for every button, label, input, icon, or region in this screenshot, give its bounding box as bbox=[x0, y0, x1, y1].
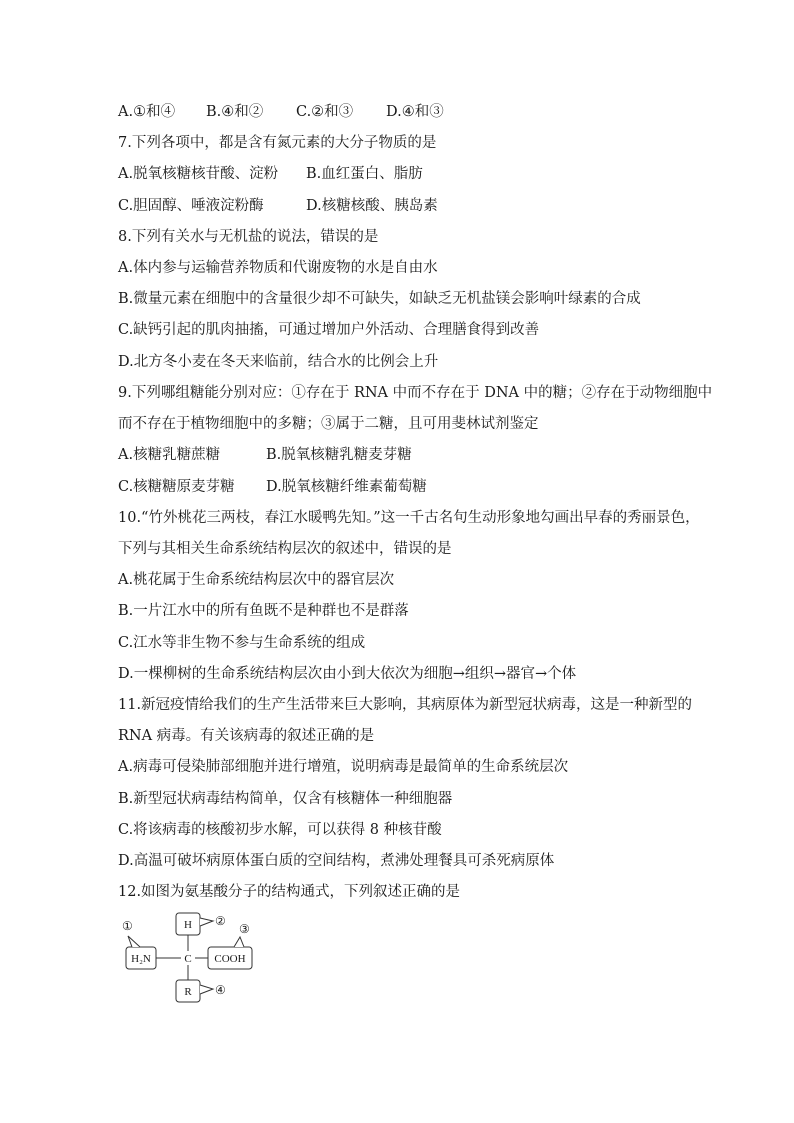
q6-option-a: A.①和④ bbox=[118, 104, 176, 120]
callout-4-label: ④ bbox=[215, 983, 226, 997]
hydrogen-label: H bbox=[184, 919, 192, 931]
q8-option-d: D.北方冬小麦在冬天来临前，结合水的比例会上升 bbox=[118, 354, 439, 370]
q10-option-a: A.桃花属于生命系统结构层次中的器官层次 bbox=[118, 572, 395, 588]
q10-option-c: C.江水等非生物不参与生命系统的组成 bbox=[118, 635, 366, 651]
q6-option-c: C.②和③ bbox=[296, 104, 354, 120]
q7-stem: 7.下列各项中，都是含有氮元素的大分子物质的是 bbox=[118, 135, 437, 151]
q6-option-b: B.④和② bbox=[206, 104, 264, 120]
q11-stem-line1: 11.新冠疫情给我们的生产生活带来巨大影响，其病原体为新型冠状病毒，这是一种新型的 bbox=[118, 697, 693, 713]
q7-options-row2 bbox=[118, 196, 438, 216]
q11-option-d: D.高温可破坏病原体蛋白质的空间结构，煮沸处理餐具可杀死病原体 bbox=[118, 853, 555, 869]
q9-stem-line1: 9.下列哪组糖能分别对应：①存在于 RNA 中而不存在于 DNA 中的糖；②存在于动物细胞中 bbox=[118, 385, 713, 401]
q11-option-c: C.将该病毒的核酸初步水解，可以获得 8 种核苷酸 bbox=[118, 822, 442, 838]
amino-acid-structure-diagram bbox=[118, 908, 263, 1008]
q7-option-c: C.胆固醇、唾液淀粉酶 bbox=[118, 198, 264, 214]
q9-options-row2 bbox=[118, 477, 427, 497]
q7-option-b: B.血红蛋白、脂肪 bbox=[306, 166, 423, 182]
amino-group bbox=[122, 919, 156, 969]
q9-stem-line2: 而不存在于植物细胞中的多糖；③属于二糖，且可用斐林试剂鉴定 bbox=[118, 416, 539, 432]
hydrogen-group bbox=[176, 913, 226, 935]
q8-stem: 8.下列有关水与无机盐的说法，错误的是 bbox=[118, 229, 379, 245]
q11-option-a: A.病毒可侵染肺部细胞并进行增殖，说明病毒是最简单的生命系统层次 bbox=[118, 759, 569, 775]
q10-option-d: D.一棵柳树的生命系统结构层次由小到大依次为细胞→组织→器官→个体 bbox=[118, 666, 577, 682]
q11-stem-line2: RNA 病毒。有关该病毒的叙述正确的是 bbox=[118, 728, 375, 744]
q9-options-row1 bbox=[118, 445, 412, 465]
q9-option-d: D.脱氧核糖纤维素葡萄糖 bbox=[266, 479, 427, 495]
q8-option-c: C.缺钙引起的肌肉抽搐，可通过增加户外活动、合理膳食得到改善 bbox=[118, 322, 540, 338]
r-group bbox=[176, 980, 226, 1002]
r-group-label: R bbox=[184, 986, 192, 998]
q9-option-b: B.脱氧核糖乳糖麦芽糖 bbox=[266, 447, 412, 463]
q10-stem-line2: 下列与其相关生命系统结构层次的叙述中，错误的是 bbox=[118, 541, 452, 557]
callout-1-label: ① bbox=[122, 919, 133, 933]
q6-options bbox=[118, 102, 444, 122]
q12-stem: 12.如图为氨基酸分子的结构通式，下列叙述正确的是 bbox=[118, 884, 461, 900]
q9-option-a: A.核糖乳糖蔗糖 bbox=[118, 447, 221, 463]
q8-option-b: B.微量元素在细胞中的含量很少却不可缺失，如缺乏无机盐镁会影响叶绿素的合成 bbox=[118, 291, 641, 307]
amino-group-label: H₂N bbox=[131, 953, 151, 965]
q9-option-c: C.核糖糖原麦芽糖 bbox=[118, 479, 235, 495]
q10-option-b: B.一片江水中的所有鱼既不是种群也不是群落 bbox=[118, 603, 409, 619]
callout-3-label: ③ bbox=[239, 922, 250, 936]
callout-2-label: ② bbox=[215, 914, 226, 928]
q8-option-a: A.体内参与运输营养物质和代谢废物的水是自由水 bbox=[118, 260, 438, 276]
q7-options-row1 bbox=[118, 164, 423, 184]
q10-stem-line1: 10.“竹外桃花三两枝，春江水暖鸭先知。”这一千古名句生动形象地勾画出早春的秀丽景色， bbox=[118, 510, 700, 526]
central-carbon-label: C bbox=[184, 953, 192, 965]
carboxyl-group bbox=[208, 922, 252, 969]
q7-option-a: A.脱氧核糖核苷酸、淀粉 bbox=[118, 166, 279, 182]
q7-option-d: D.核糖核酸、胰岛素 bbox=[306, 198, 438, 214]
q11-option-b: B.新型冠状病毒结构简单，仅含有核糖体一种细胞器 bbox=[118, 791, 453, 807]
q6-option-d: D.④和③ bbox=[386, 104, 444, 120]
carboxyl-group-label: COOH bbox=[214, 953, 246, 965]
